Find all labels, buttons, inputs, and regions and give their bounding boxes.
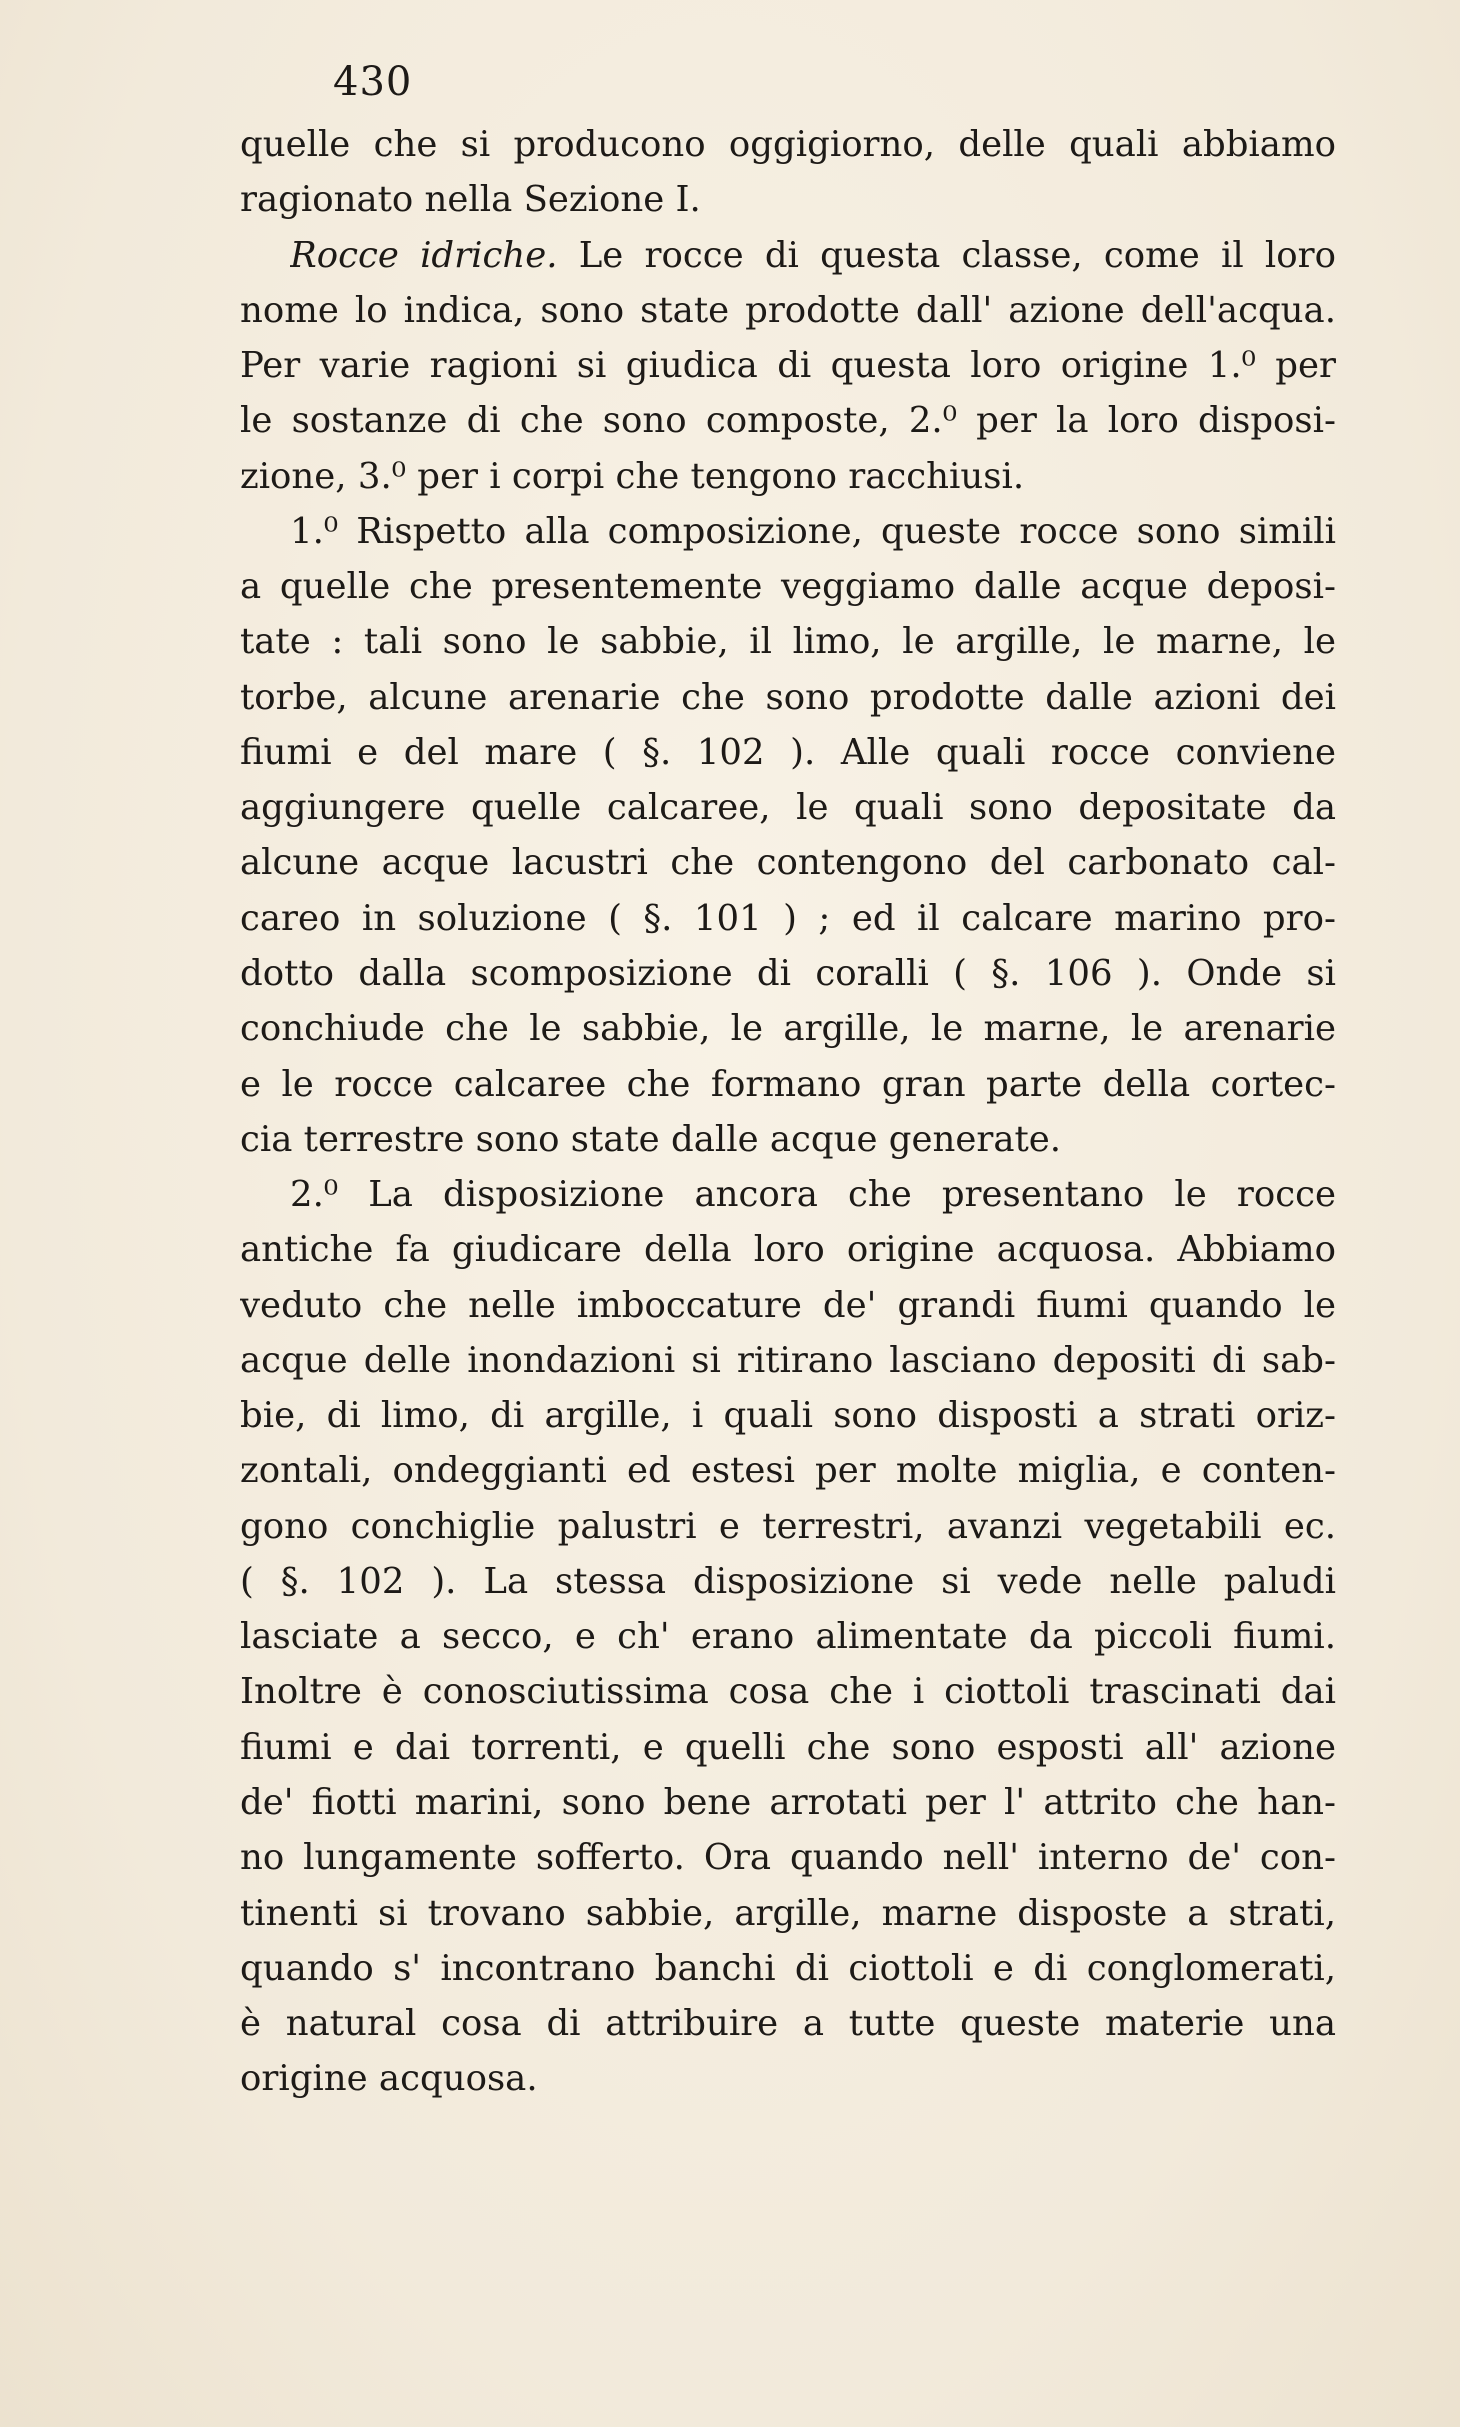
text-line: Inoltre è conosciutissima cosa che i ciottoli trascinati dai xyxy=(240,1671,1336,1712)
text-line: dotto dalla scomposizione di coralli ( §. 106 ). Onde si xyxy=(240,953,1336,994)
text-line: alcune acque lacustri che contengono del carbonato cal- xyxy=(240,842,1336,883)
text-line: ragionato nella Sezione I. xyxy=(240,179,701,220)
text-line: bie, di limo, di argille, i quali sono disposti a strati oriz- xyxy=(240,1395,1336,1436)
text-line: quando s' incontrano banchi di ciottoli e di conglomerati, xyxy=(240,1948,1336,1989)
text-line: veduto che nelle imboccature de' grandi fiumi quando le xyxy=(240,1285,1336,1326)
text-line: 2.⁰ La disposizione ancora che presentano le rocce xyxy=(290,1174,1336,1215)
section-heading: Rocce idriche. xyxy=(290,235,558,276)
text-line: cia terrestre sono state dalle acque generate. xyxy=(240,1119,1062,1160)
text-line: conchiude che le sabbie, le argille, le marne, le arenarie xyxy=(240,1008,1336,1049)
text-line: e le rocce calcaree che formano gran parte della cortec- xyxy=(240,1064,1336,1105)
text-line: torbe, alcune arenarie che sono prodotte dalle azioni dei xyxy=(240,677,1336,718)
text-line-with-heading xyxy=(290,228,1336,283)
text-line: fiumi e dai torrenti, e quelli che sono esposti all' azione xyxy=(240,1727,1336,1768)
text-line: aggiungere quelle calcaree, le quali sono depositate da xyxy=(240,787,1336,828)
text-line: zione, 3.⁰ per i corpi che tengono racchiusi. xyxy=(240,456,1025,497)
text-line: 1.⁰ Rispetto alla composizione, queste rocce sono simili xyxy=(290,511,1336,552)
text-line: Per varie ragioni si giudica di questa loro origine 1.⁰ per xyxy=(240,345,1336,386)
text-line: gono conchiglie palustri e terrestri, avanzi vegetabili ec. xyxy=(240,1506,1336,1547)
text-line: nome lo indica, sono state prodotte dall' azione dell'acqua. xyxy=(240,290,1336,331)
text-line: è natural cosa di attribuire a tutte queste materie una xyxy=(240,2003,1336,2044)
text-line: fiumi e del mare ( §. 102 ). Alle quali rocce conviene xyxy=(240,732,1336,773)
text-line: no lungamente sofferto. Ora quando nell' interno de' con- xyxy=(240,1837,1336,1878)
text-line: a quelle che presentemente veggiamo dalle acque deposi- xyxy=(240,566,1336,607)
text-line: origine acquosa. xyxy=(240,2058,538,2099)
text-line: quelle che si producono oggigiorno, delle quali abbiamo xyxy=(240,124,1336,165)
text-line: acque delle inondazioni si ritirano lasciano depositi di sab- xyxy=(240,1340,1336,1381)
text-line: tinenti si trovano sabbie, argille, marne disposte a strati, xyxy=(240,1893,1336,1934)
text-line: de' fiotti marini, sono bene arrotati per l' attrito che han- xyxy=(240,1782,1336,1823)
text-line: antiche fa giudicare della loro origine acquosa. Abbiamo xyxy=(240,1229,1336,1270)
text-line: ( §. 102 ). La stessa disposizione si vede nelle paludi xyxy=(240,1561,1336,1602)
text-line: careo in soluzione ( §. 101 ) ; ed il calcare marino pro- xyxy=(240,898,1336,939)
text-line: lasciate a secco, e ch' erano alimentate da piccoli fiumi. xyxy=(240,1616,1336,1657)
text-line: zontali, ondeggianti ed estesi per molte miglia, e conten- xyxy=(240,1450,1336,1491)
text-line: Le rocce di questa classe, come il loro xyxy=(578,235,1336,276)
text-line: tate : tali sono le sabbie, il limo, le argille, le marne, le xyxy=(240,621,1336,662)
page-number: 430 xyxy=(333,59,413,105)
text-line: le sostanze di che sono composte, 2.⁰ per la loro disposi- xyxy=(240,400,1336,441)
